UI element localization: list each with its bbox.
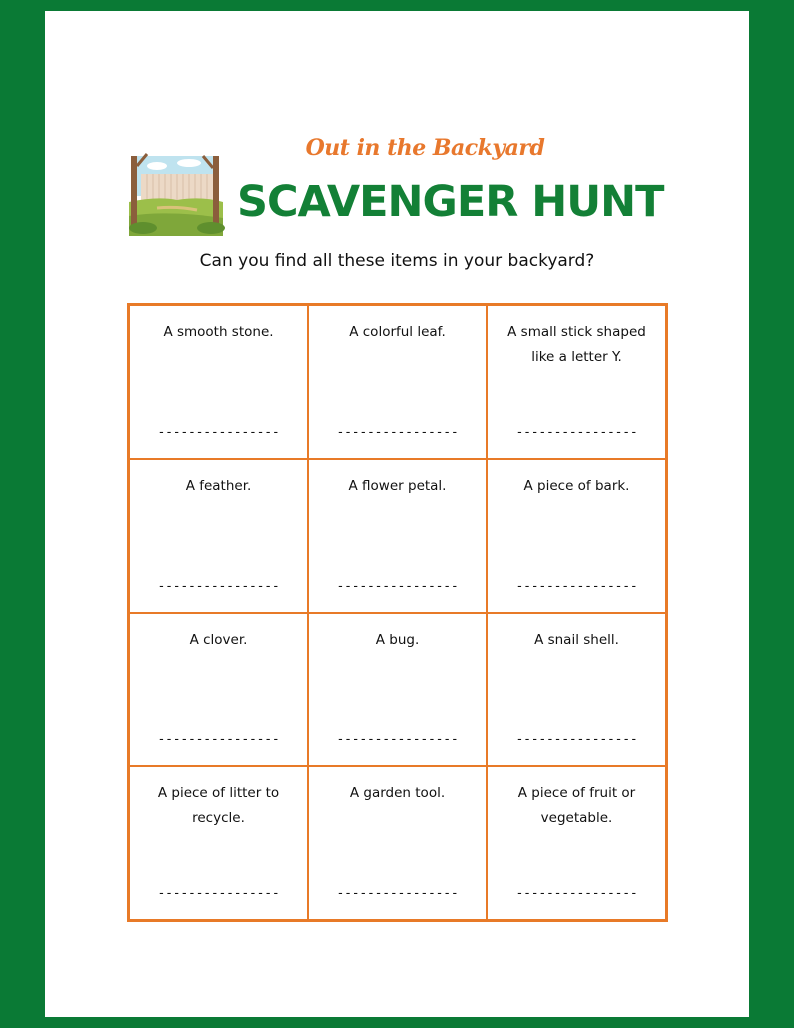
backyard-illustration-icon: [127, 146, 225, 238]
answer-line: ----------------: [515, 886, 638, 901]
answer-line: ----------------: [336, 578, 459, 594]
item-cell: [308, 613, 487, 767]
answer-line: ----------------: [157, 732, 280, 748]
answer-line: ----------------: [157, 886, 280, 901]
item-text: A bug.: [375, 631, 420, 648]
item-cell: [129, 766, 308, 920]
answer-line: ----------------: [336, 732, 459, 748]
answer-line: ----------------: [157, 578, 280, 594]
page-title: SCAVENGER HUNT: [237, 177, 664, 227]
answer-line: ----------------: [336, 424, 459, 440]
answer-line: ----------------: [515, 578, 638, 594]
item-text: A garden tool.: [349, 785, 446, 802]
item-text: A colorful leaf.: [349, 324, 446, 340]
answer-line: ----------------: [515, 424, 638, 440]
item-cell: [308, 459, 487, 613]
item-cell: [308, 766, 487, 920]
item-cell: [487, 305, 666, 459]
subtitle: Out in the Backyard: [305, 135, 545, 161]
instruction-text: Can you find all these items in your backyard?: [199, 251, 595, 271]
item-cell: [129, 613, 308, 767]
answer-line: ----------------: [336, 886, 459, 901]
item-cell: [129, 305, 308, 459]
item-cell: [487, 459, 666, 613]
item-cell: [308, 305, 487, 459]
item-text: A smooth stone.: [163, 324, 274, 340]
item-cell: [487, 766, 666, 920]
answer-line: ----------------: [157, 424, 280, 440]
item-text: A piece of bark.: [523, 477, 630, 494]
item-cell: [129, 459, 308, 613]
item-text: A snail shell.: [534, 631, 619, 648]
item-text: A piece of litter to recycle.: [157, 785, 280, 827]
worksheet-page: [45, 11, 749, 1017]
item-text: A flower petal.: [348, 477, 447, 494]
answer-line: ----------------: [515, 732, 638, 748]
scavenger-grid: [127, 303, 668, 922]
item-cell: [487, 613, 666, 767]
item-text: A piece of fruit or vegetable.: [517, 785, 636, 827]
item-text: A clover.: [189, 631, 248, 648]
item-text: A feather.: [185, 477, 252, 494]
item-text: A small stick shaped like a letter Y.: [507, 324, 646, 365]
